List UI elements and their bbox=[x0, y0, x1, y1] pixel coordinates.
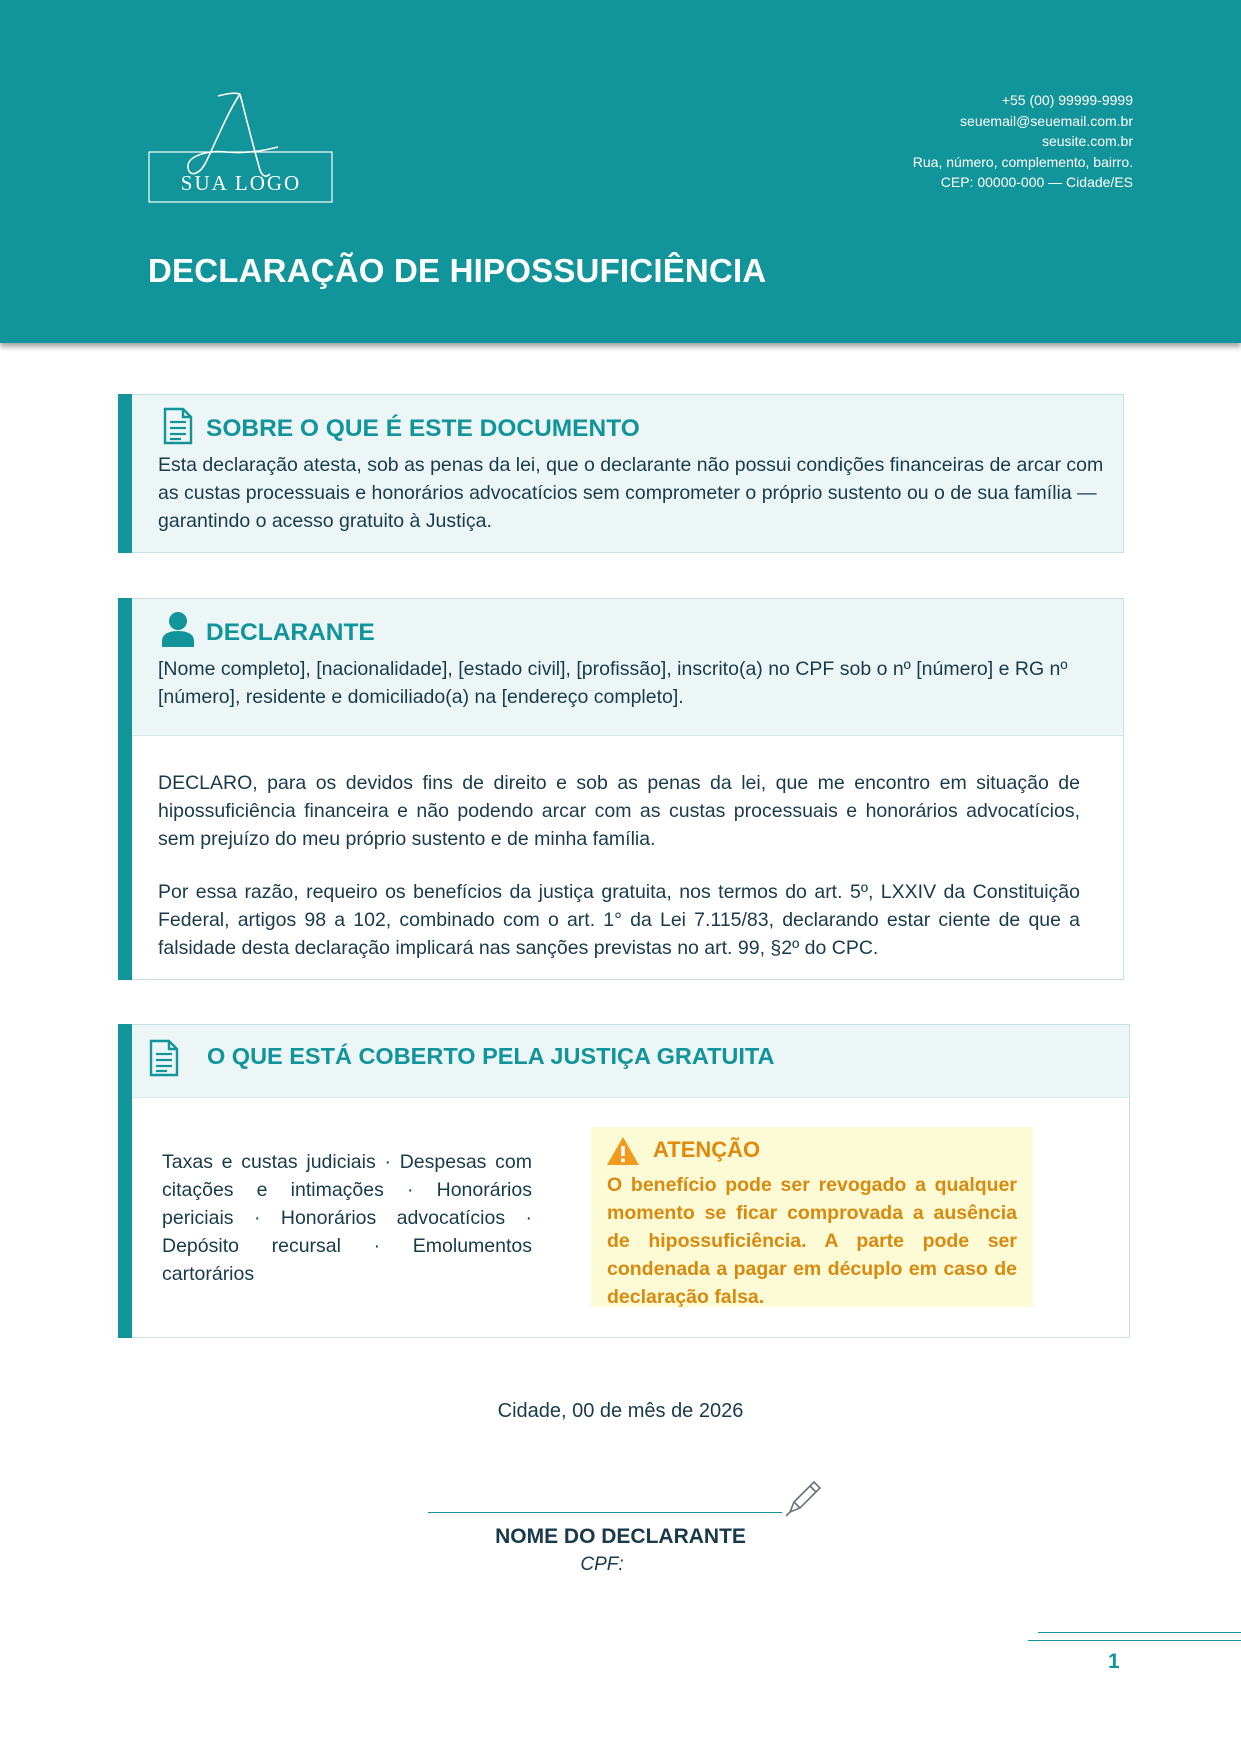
declarant-header bbox=[119, 599, 1123, 736]
header-banner bbox=[0, 0, 1241, 343]
coverage-header bbox=[119, 1025, 1129, 1098]
section-accent-bar bbox=[118, 598, 132, 980]
declarant-identity: [Nome completo], [nacionalidade], [estado civil], [profissão], inscrito(a) no CPF sob o nº [número] e RG nº [número], residente e domiciliado(a) na [endereço completo]. bbox=[158, 658, 1068, 708]
declarant-title: DECLARANTE bbox=[206, 619, 375, 646]
attention-title: ATENÇÃO bbox=[653, 1137, 761, 1162]
about-section bbox=[118, 394, 1124, 553]
logo-mark-icon bbox=[148, 92, 334, 204]
about-text: Esta declaração atesta, sob as penas da lei, que o declarante não possui condições financeiras de arcar com as custas processuais e honorários advocatícios sem comprometer o próprio sustento ou o de sua família — garantindo o acesso gratuito à Justiça. bbox=[158, 454, 1104, 532]
logo-text: SUA LOGO bbox=[180, 171, 302, 195]
declarant-name: NOME DO DECLARANTE bbox=[495, 1525, 746, 1548]
contact-cep: CEP: 00000-000 — Cidade/ES bbox=[940, 174, 1133, 190]
footer-rule bbox=[1038, 1632, 1241, 1633]
contact-address: Rua, número, complemento, bairro. bbox=[912, 153, 1133, 170]
section-accent-bar bbox=[118, 394, 132, 553]
contact-email: seuemail@seuemail.com.br bbox=[960, 112, 1133, 129]
document-title: DECLARAÇÃO DE HIPOSSUFICIÊNCIA bbox=[148, 252, 767, 289]
document-icon bbox=[163, 407, 193, 445]
declarant-cpf: CPF: bbox=[580, 1554, 624, 1575]
declaration-paragraph: DECLARO, para os devidos fins de direito e sob as penas da lei, que me encontro em situação de hipossuficiência financeira e não podendo arcar com as custas processuais e honorários advocatícios, sem prejuízo do meu próprio sustento e de minha família. bbox=[158, 772, 1080, 850]
document-icon bbox=[149, 1039, 179, 1077]
page-number: 1 bbox=[1108, 1650, 1120, 1673]
contact-info bbox=[913, 90, 1133, 193]
contact-phone: +55 (00) 99999-9999 bbox=[1001, 92, 1133, 108]
section-accent-bar bbox=[118, 1024, 132, 1338]
signature-line bbox=[428, 1512, 782, 1513]
footer-rule bbox=[1028, 1640, 1241, 1641]
about-title: SOBRE O QUE É ESTE DOCUMENTO bbox=[206, 415, 640, 442]
coverage-section bbox=[118, 1024, 1130, 1338]
warning-icon bbox=[605, 1135, 641, 1167]
date-line: Cidade, 00 de mês de 2026 bbox=[497, 1400, 744, 1422]
declarant-section bbox=[118, 598, 1124, 980]
logo bbox=[148, 92, 334, 204]
attention-box bbox=[591, 1127, 1033, 1307]
coverage-items: Taxas e custas judiciais · Despesas com citações e intimações · Honorários periciais · Honorários advocatícios · Depósito recursal · Emolumentos cartorários bbox=[162, 1151, 532, 1285]
pen-icon bbox=[784, 1478, 824, 1518]
attention-text: O benefício pode ser revogado a qualquer momento se ficar comprovada a ausência de hipossuficiência. A parte pode ser condenada a pagar em décuplo em caso de declaração falsa. bbox=[607, 1174, 1017, 1308]
request-paragraph: Por essa razão, requeiro os benefícios da justiça gratuita, nos termos do art. 5º, LXXIV da Constituição Federal, artigos 98 a 102, combinado com o art. 1° da Lei 7.115/83, declarando estar ciente de que a falsidade desta declaração implicará nas sanções previstas no art. 99, §2º do CPC. bbox=[158, 881, 1080, 959]
coverage-title: O QUE ESTÁ COBERTO PELA JUSTIÇA GRATUITA bbox=[207, 1043, 775, 1069]
contact-site: seusite.com.br bbox=[1041, 133, 1133, 149]
person-icon bbox=[161, 611, 195, 647]
